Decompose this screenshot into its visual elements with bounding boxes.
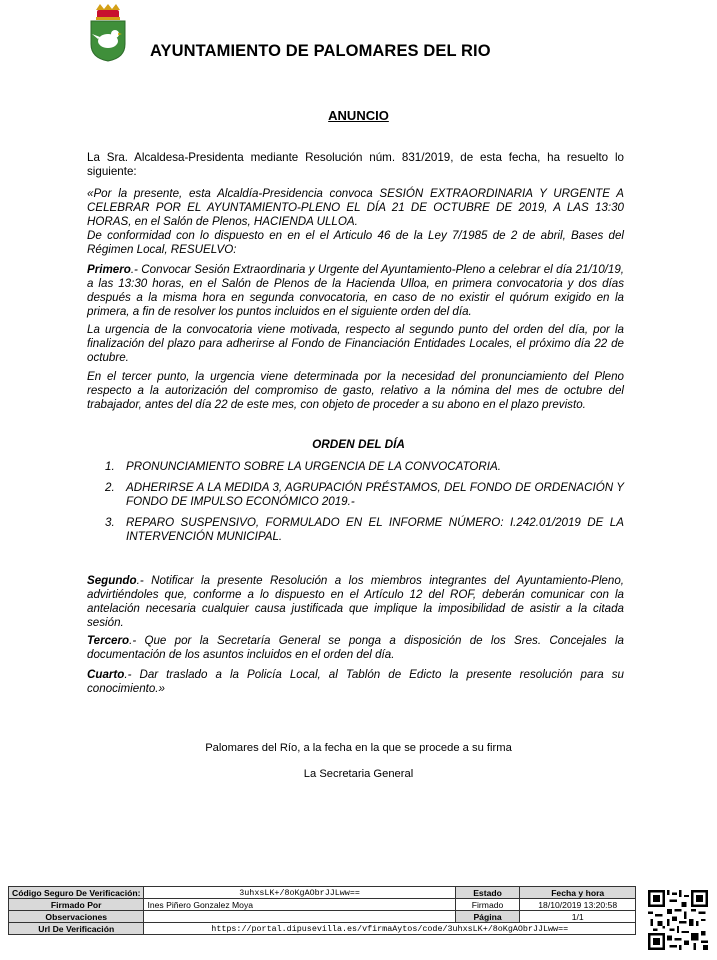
table-row: [9, 887, 636, 899]
agenda-item-text: PRONUNCIAMIENTO SOBRE LA URGENCIA DE LA CONVOCATORIA.: [126, 460, 501, 473]
agenda-item-text: REPARO SUSPENSIVO, FORMULADO EN EL INFORME NÚMERO: I.242.01/2019 DE LA INTERVENCIÓN MUNICIPAL.: [126, 516, 624, 543]
signature-role: La Secretaria General: [303, 768, 414, 780]
agenda-item: [105, 481, 624, 509]
codigo-label: Código Seguro De Verificación:: [9, 887, 144, 899]
firmado-value: Ines Piñero Gonzalez Moya: [144, 899, 455, 911]
pagina-label: Página: [455, 911, 520, 923]
table-row: [9, 923, 636, 935]
convocation-paragraph: «Por la presente, esta Alcaldía-Presidencia convoca SESIÓN EXTRAORDINARIA Y URGENTE A CELEBRAR POR EL AYUNTAMIENTO-PLENO EL DÍA 21 DE OCTUBRE DE 2019, A LAS 13:30 HORAS, en el Salón de Plenos, HACIENDA ULLOA.: [87, 187, 624, 228]
estado-label: Estado: [455, 887, 520, 899]
tercero-text: .- Que por la Secretaría General se ponga a disposición de los Sres. Concejales la documentación de los asuntos incluidos en el orden del día.: [87, 634, 624, 661]
intro-paragraph: La Sra. Alcaldesa-Presidenta mediante Resolución núm. 831/2019, de esta fecha, ha resuelto lo siguiente:: [87, 151, 624, 178]
urgency-paragraph-1: La urgencia de la convocatoria viene motivada, respecto al segundo punto del orden del día, por la finalización del plazo para adherirse al Fondo de Financiación Entidades Locales, el próximo día 22 de octubre.: [87, 323, 624, 364]
fecha-value: 18/10/2019 13:20:58: [520, 899, 636, 911]
agenda-item-number: 3.: [105, 516, 115, 529]
observaciones-value: [144, 911, 455, 923]
table-row: [9, 911, 636, 923]
signature-place: Palomares del Río, a la fecha en la que se procede a su firma: [205, 742, 512, 754]
verification-table: [8, 886, 636, 935]
coat-of-arms-icon: [88, 4, 128, 62]
estado-value: Firmado: [455, 899, 520, 911]
segundo-text: .- Notificar la presente Resolución a los miembros integrantes del Ayuntamiento-Pleno, advirtiéndoles que, conforme a lo dispuesto en el Artículo 12 del ROF, deberán comunicar con la antelación necesaria cualquier causa justificada que implique la imposibilidad de asistir a la citada sesión.: [87, 574, 624, 629]
firmado-label: Firmado Por: [9, 899, 144, 911]
observaciones-label: Observaciones: [9, 911, 144, 923]
codigo-value: 3uhxsLK+/8oKgAObrJJLww==: [144, 887, 455, 899]
url-value[interactable]: https://portal.dipusevilla.es/vfirmaAytos/code/3uhxsLK+/8oKgAObrJJLww==: [144, 923, 636, 935]
urgency-paragraph-2: En el tercer punto, la urgencia viene determinada por la necesidad del pronunciamiento del Pleno respecto a la autorización del compromiso de gasto, relativo a la nómina del mes de octubre del trabajador, antes del día 22 de este mes, con objeto de proceder a su abono en el plazo previsto.: [87, 370, 624, 411]
document-heading: ANUNCIO: [328, 108, 389, 123]
pagina-value: 1/1: [520, 911, 636, 923]
fecha-label: Fecha y hora: [520, 887, 636, 899]
segundo-label: Segundo: [87, 574, 137, 587]
primero-label: Primero: [87, 263, 131, 276]
cuarto-label: Cuarto: [87, 668, 125, 681]
qr-code-icon: [648, 890, 708, 950]
cuarto-text: .- Dar traslado a la Policía Local, al Tablón de Edicto la presente resolución para su conocimiento.»: [87, 668, 624, 695]
tercero-paragraph: [87, 634, 624, 662]
tercero-label: Tercero: [87, 634, 130, 647]
agenda-title: ORDEN DEL DÍA: [312, 437, 405, 451]
organization-title: AYUNTAMIENTO DE PALOMARES DEL RIO: [150, 42, 491, 60]
legal-basis-paragraph: De conformidad con lo dispuesto en en el el Articulo 46 de la Ley 7/1985 de 2 de abril, Bases del Régimen Local, RESUELVO:: [87, 229, 624, 256]
url-label: Url De Verificación: [9, 923, 144, 935]
agenda-item-number: 2.: [105, 481, 115, 494]
primero-text: .- Convocar Sesión Extraordinaria y Urgente del Ayuntamiento-Pleno a celebrar el día 21/10/19, a las 13:30 horas, en el Salón de Plenos de la Hacienda Ulloa, en primera convocatoria y dos días después a la misma hora en segunda convocatoria, en caso de no existir el quórum exigido en la primera, a fin de resolver los puntos incluidos en el siguiente orden del día.: [87, 263, 624, 318]
agenda-item-number: 1.: [105, 460, 115, 473]
agenda-item-text: ADHERIRSE A LA MEDIDA 3, AGRUPACIÓN PRÉSTAMOS, DEL FONDO DE ORDENACIÓN Y FONDO DE IMPULSO ECONÓMICO 2019.-: [126, 481, 624, 508]
agenda-item: [105, 460, 624, 474]
primero-paragraph: [87, 263, 624, 319]
cuarto-paragraph: [87, 668, 624, 696]
table-row: [9, 899, 636, 911]
agenda-item: [105, 516, 624, 544]
segundo-paragraph: [87, 574, 624, 630]
